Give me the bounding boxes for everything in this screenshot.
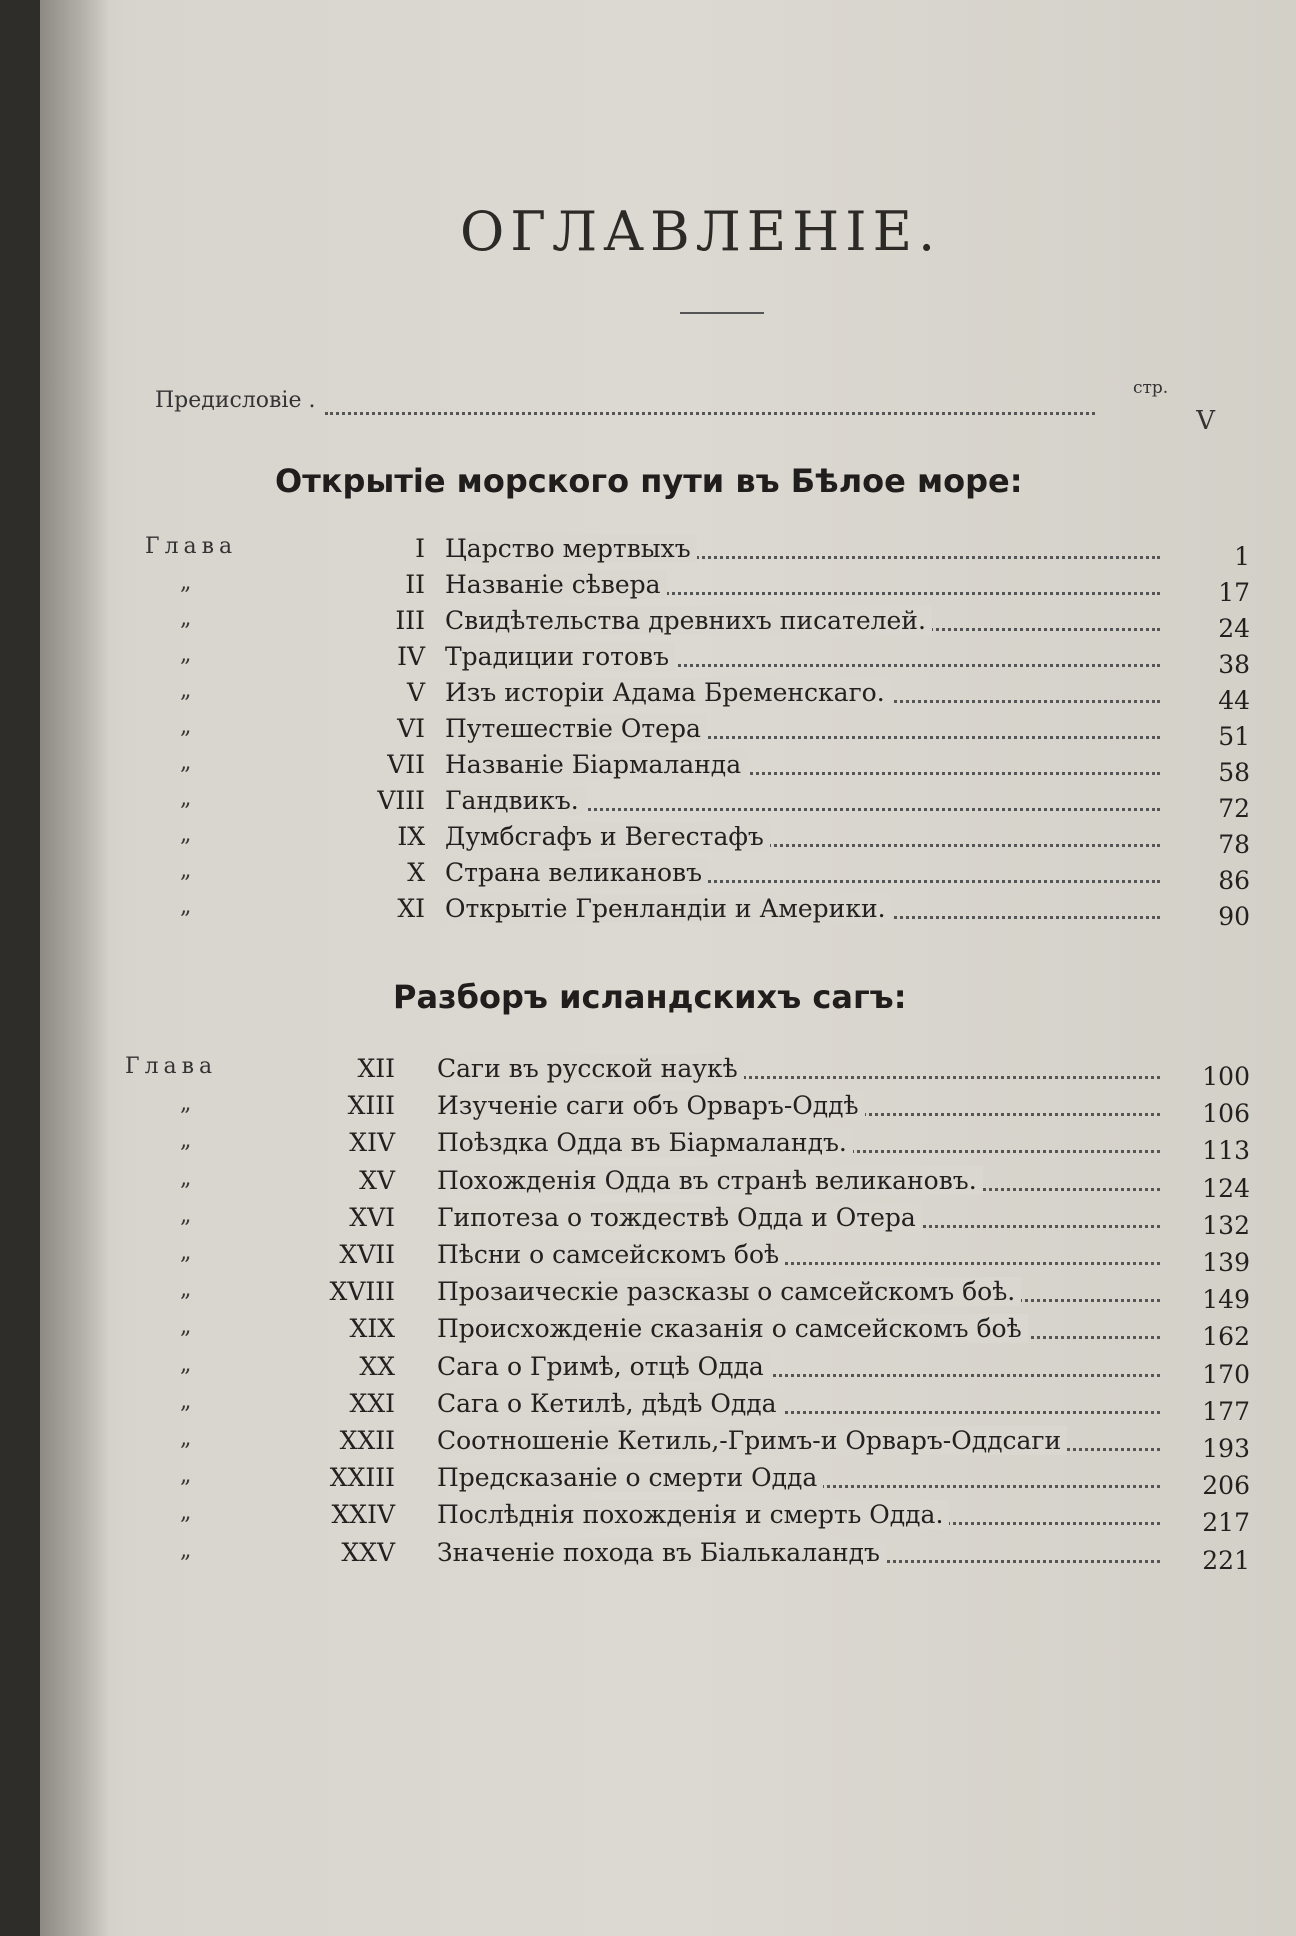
chapter-title: Думбсгафъ и Вегестафъ — [445, 822, 770, 851]
chapter-title: Гипотеза о тождествѣ Одда и Отера — [437, 1203, 922, 1232]
chapter-label: „ — [180, 1426, 197, 1451]
toc-row — [125, 1463, 1250, 1501]
toc-row — [125, 1240, 1250, 1277]
chapter-page: 149 — [1202, 1285, 1250, 1315]
chapter-number: XII — [357, 1054, 395, 1083]
chapter-page: 44 — [1218, 686, 1250, 715]
chapter-page: 72 — [1218, 794, 1250, 823]
chapter-page: 78 — [1218, 830, 1250, 859]
chapter-label: „ — [180, 894, 197, 919]
chapter-page: 221 — [1202, 1545, 1250, 1575]
toc-row — [125, 1314, 1250, 1352]
chapter-title: Изъ истоpіи Адама Бременскаго. — [445, 678, 891, 707]
chapter-number: XVII — [339, 1240, 395, 1269]
chapter-page: 170 — [1202, 1359, 1250, 1389]
chapter-title: Пѣсни о самсейскомъ боѣ — [437, 1240, 785, 1269]
chapter-number: XX — [359, 1351, 395, 1381]
chapter-page: 90 — [1218, 902, 1250, 931]
chapter-label: „ — [180, 786, 197, 811]
chapter-page: 206 — [1202, 1471, 1250, 1501]
chapter-page: 24 — [1218, 614, 1250, 643]
chapter-label: „ — [180, 1240, 197, 1265]
toc-row — [125, 1128, 1250, 1166]
toc-row — [145, 750, 1250, 787]
toc-row — [145, 642, 1250, 679]
toc-row — [125, 1054, 1250, 1091]
preface-label: Предисловіе . — [155, 388, 316, 413]
chapter-title: Прозаическіе разсказы о самсейскомъ боѣ. — [437, 1277, 1021, 1306]
toc-row — [145, 894, 1250, 931]
chapter-title: Свидѣтельства древнихъ писателей. — [445, 606, 932, 635]
toc-row — [125, 1500, 1250, 1538]
chapter-label: „ — [180, 714, 197, 739]
section-heading: Открытіе морского пути въ Бѣлое море: — [275, 462, 1023, 500]
chapter-number: XXII — [339, 1426, 395, 1455]
toc-row — [125, 1165, 1250, 1203]
chapter-label: „ — [180, 678, 197, 703]
chapter-label: „ — [180, 1500, 197, 1526]
chapter-page: 162 — [1202, 1322, 1250, 1352]
chapter-label: „ — [180, 570, 197, 595]
chapter-title: Предсказаніе о смерти Одда — [437, 1463, 823, 1492]
chapter-page: 58 — [1218, 758, 1250, 787]
chapter-title: Поѣздка Одда въ Біармаландъ. — [437, 1128, 853, 1157]
chapter-number: XXI — [349, 1388, 395, 1418]
toc-row — [125, 1202, 1250, 1240]
chapter-page: 100 — [1202, 1062, 1250, 1091]
chapter-number: I — [415, 534, 425, 563]
chapter-label: „ — [180, 1277, 197, 1303]
toc-row — [125, 1091, 1250, 1129]
toc-row — [145, 858, 1250, 895]
toc-row — [145, 822, 1250, 859]
chapter-title: Происхожденіе сказанія о самсейскомъ боѣ — [437, 1314, 1028, 1343]
section-heading: Разборъ исландскихъ сагъ: — [393, 978, 907, 1016]
chapter-number: XVIII — [329, 1277, 395, 1307]
chapter-title: Соотношеніе Кетиль,-Гримъ-и Орваръ-Оддсаги — [437, 1426, 1067, 1455]
chapter-title: Изученіе саги объ Орваръ-Оддѣ — [437, 1091, 865, 1120]
toc-row — [145, 606, 1250, 643]
title-rule — [680, 312, 764, 314]
chapter-title: Сага о Гримѣ, отцѣ Одда — [437, 1352, 770, 1381]
toc-row — [125, 1537, 1250, 1575]
chapter-title: Послѣднія похожденія и смерть Одда. — [437, 1500, 949, 1529]
chapter-number: III — [395, 606, 425, 635]
chapter-label: Глава — [125, 1054, 218, 1079]
chapter-number: XXIV — [331, 1500, 395, 1530]
toc-row — [145, 714, 1250, 751]
chapter-number: VII — [387, 750, 425, 779]
chapter-number: XIX — [349, 1314, 395, 1344]
chapter-number: IV — [397, 642, 425, 671]
chapter-label: „ — [180, 858, 197, 883]
toc-row — [145, 534, 1250, 571]
chapter-title: Значеніе похода въ Біалькаландъ — [437, 1538, 886, 1567]
toc-row — [125, 1277, 1250, 1315]
chapter-title: Царство мертвыхъ — [445, 534, 697, 563]
page-title: ОГЛАВЛЕНIЕ. — [460, 200, 942, 263]
chapter-label: „ — [180, 1091, 197, 1117]
chapter-page: 17 — [1218, 578, 1250, 607]
toc-row — [145, 570, 1250, 607]
chapter-page: 1 — [1234, 542, 1250, 571]
chapter-page: 217 — [1202, 1508, 1250, 1538]
chapter-label: „ — [180, 1351, 197, 1377]
leader-dots — [325, 412, 1095, 415]
chapter-page: 132 — [1202, 1210, 1250, 1240]
chapter-number: VIII — [377, 786, 425, 815]
chapter-title: Похожденія Одда въ странѣ великановъ. — [437, 1166, 983, 1195]
chapter-label: „ — [180, 822, 197, 847]
chapter-label: „ — [180, 1128, 197, 1154]
page-column-label: стр. — [1133, 378, 1169, 398]
chapter-title: Открытіе Гренландіи и Америки. — [445, 894, 892, 923]
chapter-number: V — [406, 678, 425, 707]
toc-row — [145, 678, 1250, 715]
toc-row — [145, 786, 1250, 823]
chapter-number: XI — [397, 894, 425, 923]
chapter-title: Традиции готовъ — [445, 642, 675, 671]
chapter-number: XV — [359, 1165, 395, 1195]
chapter-title: Названіе сѣвера — [445, 570, 667, 599]
chapter-title: Страна великановъ — [445, 858, 708, 887]
chapter-label: „ — [180, 1202, 197, 1228]
chapter-number: XIII — [347, 1091, 395, 1121]
chapter-number: XXIII — [329, 1463, 395, 1493]
chapter-page: 124 — [1202, 1173, 1250, 1203]
chapter-page: 193 — [1202, 1434, 1250, 1463]
chapter-page: 51 — [1218, 722, 1250, 751]
chapter-label: „ — [180, 1314, 197, 1340]
chapter-label: „ — [180, 750, 197, 775]
preface-row — [155, 388, 1225, 436]
chapter-label: „ — [180, 1388, 197, 1414]
chapter-number: IX — [397, 822, 425, 851]
chapter-label: „ — [180, 1463, 197, 1489]
chapter-title: Названіе Біармаланда — [445, 750, 747, 779]
chapter-label: „ — [180, 642, 197, 667]
chapter-page: 86 — [1218, 866, 1250, 895]
toc-row — [125, 1388, 1250, 1426]
chapter-number: XIV — [349, 1128, 395, 1158]
chapter-label: „ — [180, 1537, 197, 1563]
chapter-page: 177 — [1202, 1396, 1250, 1426]
chapter-page: 38 — [1218, 650, 1250, 679]
chapter-number: X — [407, 858, 425, 887]
preface-page: V — [1196, 406, 1215, 436]
toc-row — [125, 1426, 1250, 1463]
chapter-title: Путешествіе Отера — [445, 714, 707, 743]
chapter-label: „ — [180, 1165, 197, 1191]
chapter-page: 113 — [1202, 1136, 1250, 1166]
book-page — [40, 0, 1296, 1936]
chapter-number: VI — [397, 714, 425, 743]
chapter-page: 139 — [1202, 1248, 1250, 1277]
toc-row — [125, 1351, 1250, 1389]
chapter-label: „ — [180, 606, 197, 631]
chapter-number: XXV — [341, 1537, 395, 1567]
chapter-label: Глава — [145, 534, 238, 559]
chapter-title: Саги въ русской наукѣ — [437, 1054, 744, 1083]
chapter-number: II — [405, 570, 425, 599]
book-gutter — [40, 0, 110, 1936]
chapter-title: Сага о Кетилѣ, дѣдѣ Одда — [437, 1389, 783, 1418]
chapter-page: 106 — [1202, 1099, 1250, 1129]
chapter-title: Гандвикъ. — [445, 786, 585, 815]
chapter-number: XVI — [349, 1202, 395, 1232]
